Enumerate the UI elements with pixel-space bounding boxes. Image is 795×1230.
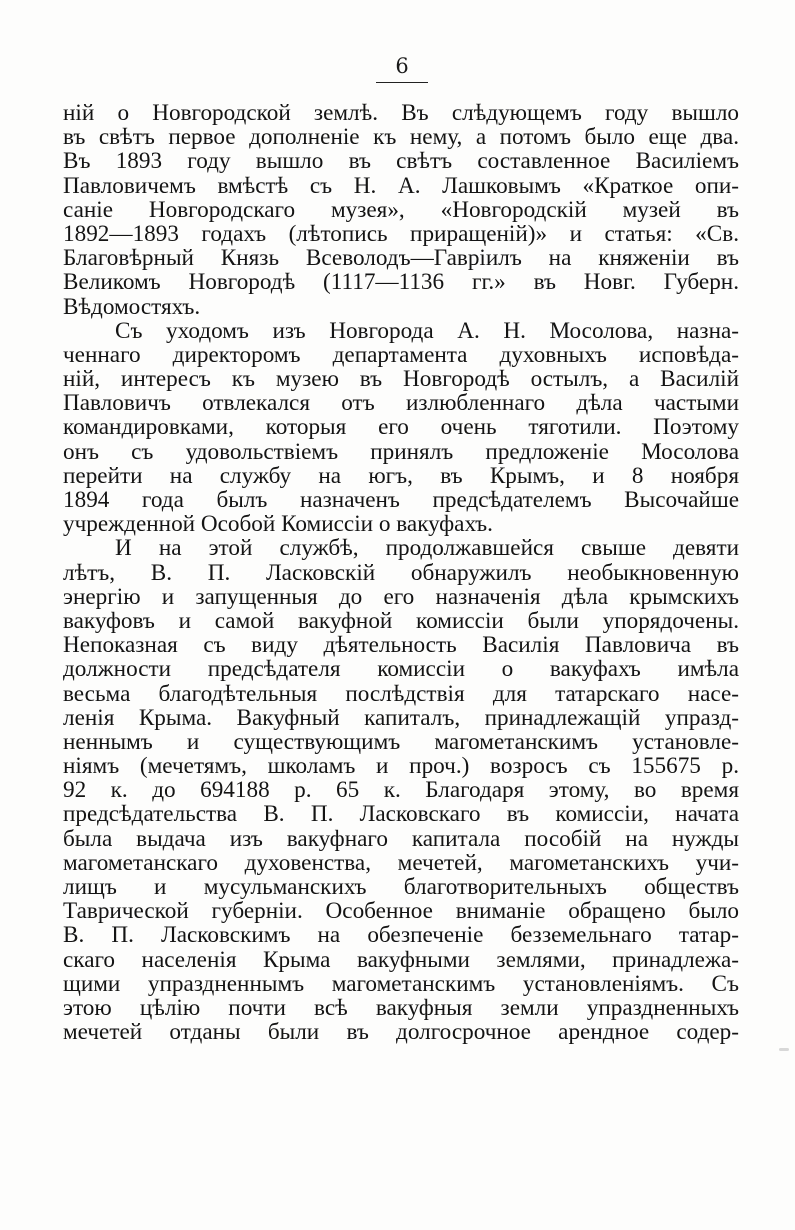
text-line: Благовѣрный Князь Всеволодъ—Гавріилъ на княженіи въ bbox=[63, 245, 739, 272]
text-line: должности предсѣдателя комиссіи о вакуфахъ имѣла bbox=[63, 656, 739, 683]
text-line: Съ уходомъ изъ Новгорода А. Н. Мосолова, назна- bbox=[115, 317, 739, 344]
body-text bbox=[63, 101, 739, 1044]
text-line: саніе Новгородскаго музея», «Новгородскій музей въ bbox=[63, 196, 739, 223]
text-line: ній о Новгородской землѣ. Въ слѣдующемъ году вышло bbox=[63, 100, 739, 126]
text-line: щими упраздненнымъ магометанскимъ установленіямъ. Съ bbox=[63, 970, 739, 997]
text-line: 92 к. до 694188 р. 65 к. Благодаря этому, во время bbox=[63, 777, 739, 804]
text-line: скаго населенія Крыма вакуфными землями, принадлежа- bbox=[63, 946, 739, 973]
text-line: ніямъ (мечетямъ, школамъ и проч.) возросъ съ 155675 р. bbox=[63, 753, 739, 780]
text-line: вакуфовъ и самой вакуфной комиссіи были упорядочены. bbox=[63, 607, 739, 634]
text-line: ній, интересъ къ музею въ Новгородѣ остылъ, а Василій bbox=[63, 366, 739, 393]
text-line: Павловичъ отвлекался отъ излюбленнаго дѣла частыми bbox=[63, 390, 739, 417]
text-line: предсѣдательства В. П. Ласковскаго въ комиссіи, начата bbox=[63, 801, 739, 828]
text-line: И на этой службѣ, продолжавшейся свыше девяти bbox=[115, 535, 739, 562]
text-line: ченнаго директоромъ департамента духовныхъ исповѣда- bbox=[63, 341, 739, 368]
text-line: энергію и запущенныя до его назначенія дѣла крымскихъ bbox=[63, 583, 739, 610]
text-line: ленія Крыма. Вакуфный капиталъ, принадлежащій упразд- bbox=[63, 704, 739, 731]
text-line: 1894 года былъ назначенъ предсѣдателемъ Высочайше bbox=[63, 487, 739, 513]
text-line: неннымъ и существующимъ магометанскимъ установле- bbox=[63, 728, 739, 755]
text-line: Павловичемъ вмѣстѣ съ Н. А. Лашковымъ «Краткое опи- bbox=[63, 172, 739, 199]
text-line: 1892—1893 годахъ (лѣтопись приращеній)» и статья: «Св. bbox=[63, 220, 739, 247]
text-line: была выдача изъ вакуфнаго капитала пособій на нужды bbox=[63, 825, 739, 852]
text-line: этою цѣлію почти всѣ вакуфныя земли упраздненныхъ bbox=[63, 994, 739, 1021]
text-line: Великомъ Новгородѣ (1117—1136 гг.» въ Новг. Губерн. bbox=[63, 269, 739, 296]
text-line: онъ съ удовольствіемъ принялъ предложеніе Мосолова bbox=[63, 438, 739, 465]
text-line: лищъ и мусульманскихъ благотворительныхъ обществъ bbox=[63, 874, 739, 900]
text-line: въ свѣтъ первое дополненіе къ нему, а потомъ было еще два. bbox=[63, 124, 739, 151]
text-line: Въ 1893 году вышло въ свѣтъ составленное Василіемъ bbox=[63, 148, 739, 175]
text-line: командировками, которыя его очень тяготили. Поэтому bbox=[63, 414, 739, 441]
text-line: мечетей отданы были въ долгосрочное арендное содер- bbox=[63, 1019, 739, 1046]
text-line: В. П. Ласковскимъ на обезпеченіе безземельнаго татар- bbox=[63, 922, 739, 949]
page-number: 6 bbox=[395, 54, 409, 78]
text-line: перейти на службу на югъ, въ Крымъ, и 8 ноября bbox=[63, 462, 739, 489]
text-line: Непоказная съ виду дѣятельность Василія Павловича въ bbox=[63, 632, 739, 659]
page-number-rule bbox=[376, 82, 428, 83]
text-line: учрежденной Особой Комиссіи о вакуфахъ. bbox=[63, 511, 493, 538]
text-line: магометанскаго духовенства, мечетей, магометанскихъ учи- bbox=[63, 849, 739, 876]
text-line: Вѣдомостяхъ. bbox=[63, 293, 201, 320]
scan-speck bbox=[779, 1048, 789, 1051]
text-line: весьма благодѣтельныя послѣдствія для татарскаго насе- bbox=[63, 680, 739, 707]
text-line: лѣтъ, В. П. Ласковскій обнаружилъ необыкновенную bbox=[63, 559, 739, 586]
text-line: Таврической губерніи. Особенное вниманіе обращено было bbox=[63, 898, 739, 925]
